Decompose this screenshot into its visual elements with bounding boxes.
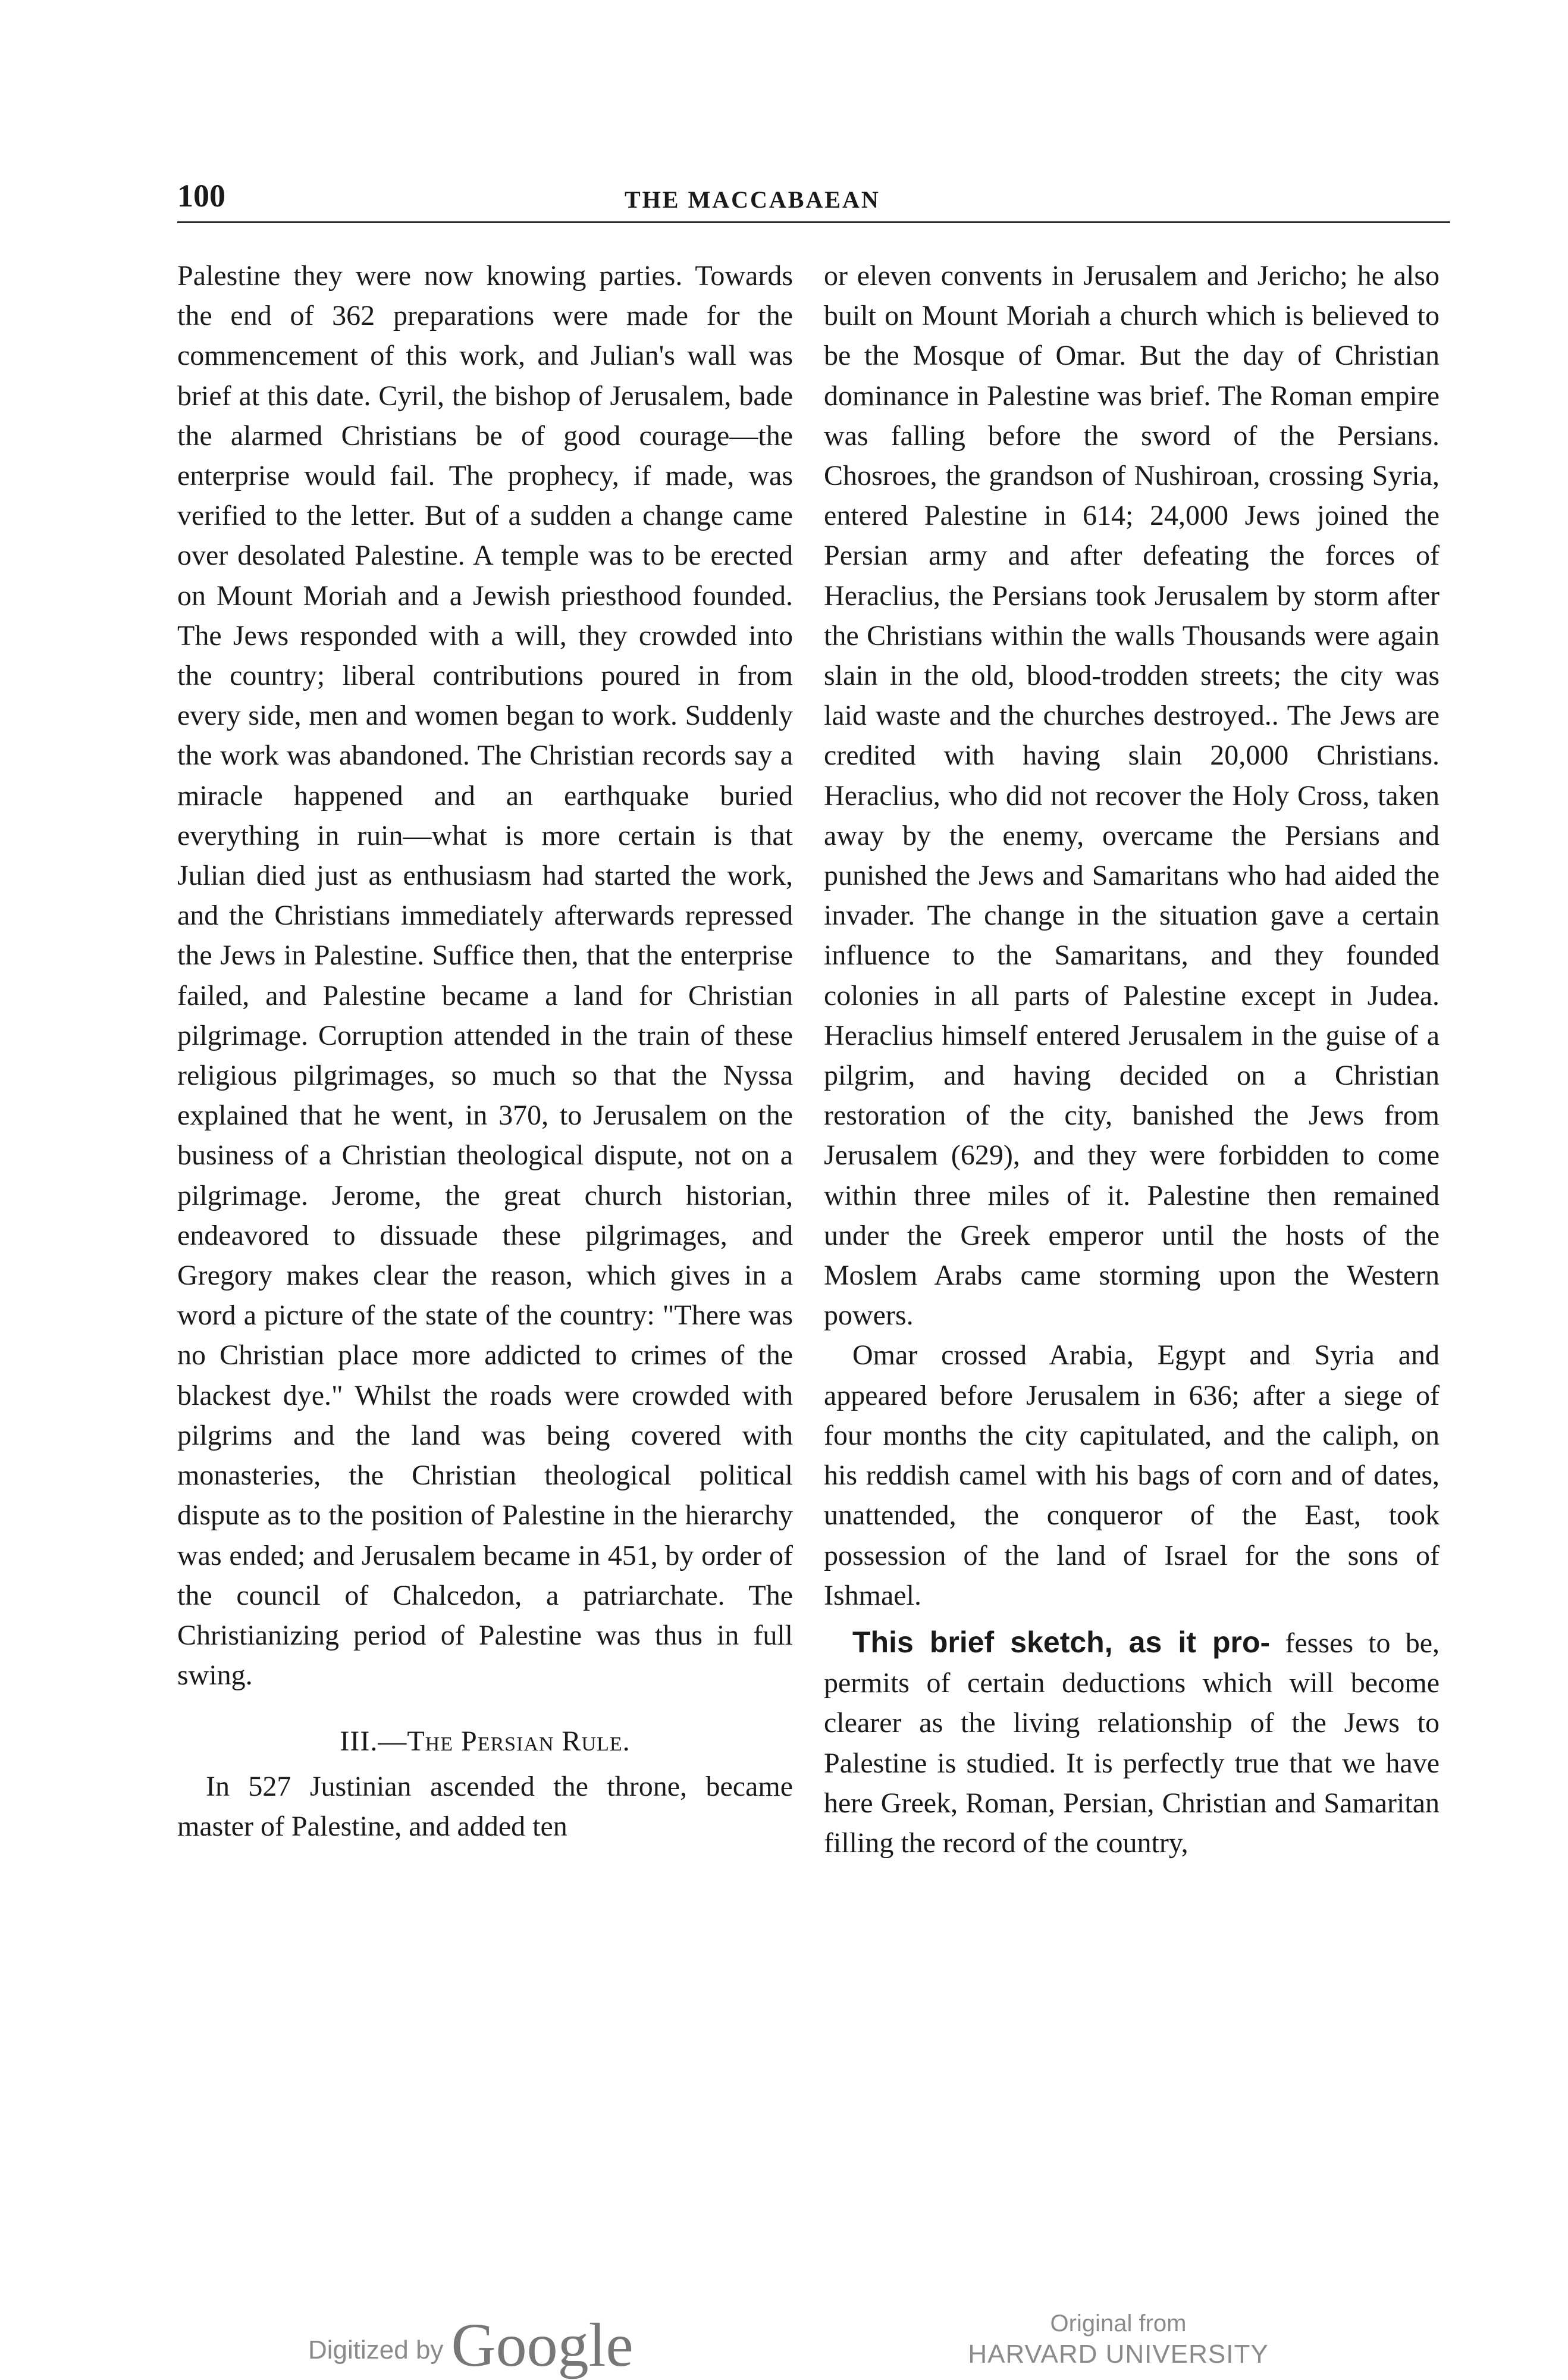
left-paragraph-1: Palestine they were now knowing parties. Towards the end of 362 preparations were made for the commencement of this work, and Julian's wall was brief at this date. Cyril, the bishop of Jerusalem, bade the alarmed Christians be of good courage—the enterprise would fail. The prophecy, if made, was verified to the letter. But of a sudden a change came over desolated Palestine. A temple was to be erected on Mount Moriah and a Jewish priesthood founded. The Jews responded with a will, they crowded into the country; liberal contributions poured in from every side, men and women began to work. Suddenly the work was abandoned. The Christian records say a miracle happened and an earthquake buried everything in ruin—what is more certain is that Julian died just as enthusiasm had started the work, and the Christians immediately afterwards repressed the Jews in Palestine. Suffice then, that the enterprise failed, and Palestine became a land for Christian pilgrimage. Corruption attended in the train of these religious pilgrimages, so much so that the Nyssa explained that he went, in 370, to Jerusalem on the business of a Christian theological dispute, not on a pilgrimage. Jerome, the great church historian, endeavored to dissuade these pilgrimages, and Gregory makes clear the reason, which gives in a word a picture of the state of the country: "There was no Christian place more addicted to crimes of the blackest dye." Whilst the roads were crowded with pilgrims and the land was being covered with monasteries, the Christian theological political dispute as to the position of Palestine in the hierarchy was ended; and Jerusalem became in 451, by order of the council of Chalcedon, a patriarchate. The Christianizing period of Palestine was thus in full swing. [177, 260, 793, 1692]
left-column [177, 256, 793, 1846]
right-column [824, 256, 1440, 1863]
right-paragraph-3 [824, 1623, 1440, 1863]
footer [0, 2303, 1568, 2380]
right-paragraph-2: Omar crossed Arabia, Egypt and Syria and appeared before Jerusalem in 636; after a siege of four months the city capitulated, and the caliph, on his reddish camel with his bags of corn and of dates, unattended, the conqueror of the East, took possession of the land of Israel for the sons of Ishmael. [824, 1339, 1440, 1611]
header-rule [177, 221, 1450, 223]
lead-words: This brief sketch, as it pro- [852, 1625, 1271, 1659]
original-from-text: Original from [1050, 2310, 1187, 2337]
original-from-watermark [964, 2309, 1273, 2370]
section-heading: III.—The Persian Rule. [340, 1726, 631, 1758]
institution-name: HARVARD UNIVERSITY [968, 2340, 1269, 2369]
page-number: 100 [177, 178, 225, 214]
right-paragraph-3-text: fesses to be, permits of certain deductions which will become clearer as the living relationship of the Jews to Palestine is studied. It is perfectly true that we have here Greek, Roman, Persian, Christian and Samaritan filling the record of the country, [824, 1627, 1440, 1859]
digitized-by-watermark [308, 2303, 634, 2379]
right-paragraph-1: or eleven convents in Jerusalem and Jericho; he also built on Mount Moriah a church which is believed to be the Mosque of Omar. But the day of Christian dominance in Palestine was brief. The Roman empire was falling before the sword of the Persians. Chosroes, the grandson of Nushiroan, crossing Syria, entered Palestine in 614; 24,000 Jews joined the Persian army and after defeating the forces of Heraclius, the Persians took Jerusalem by storm after the Christians within the walls Thousands were again slain in the old, blood-trodden streets; the city was laid waste and the churches destroyed.. The Jews are credited with having slain 20,000 Christians. Heraclius, who did not recover the Holy Cross, taken away by the enemy, overcame the Persians and punished the Jews and Samaritans who had aided the invader. The change in the situation gave a certain influence to the Samaritans, and they founded colonies in all parts of Palestine except in Judea. Heraclius himself entered Jerusalem in the guise of a pilgrim, and having decided on a Christian restoration of the city, banished the Jews from Jerusalem (629), and they were forbidden to come within three miles of it. Palestine then remained under the Greek emperor until the hosts of the Moslem Arabs came storming upon the Western powers. [824, 260, 1440, 1332]
digitized-by-text: Digitized by [308, 2335, 444, 2365]
left-paragraph-2: In 527 Justinian ascended the throne, became master of Palestine, and added ten [177, 1770, 793, 1842]
google-logo: Google [451, 2311, 634, 2379]
running-title: THE MACCABAEAN [625, 186, 880, 213]
